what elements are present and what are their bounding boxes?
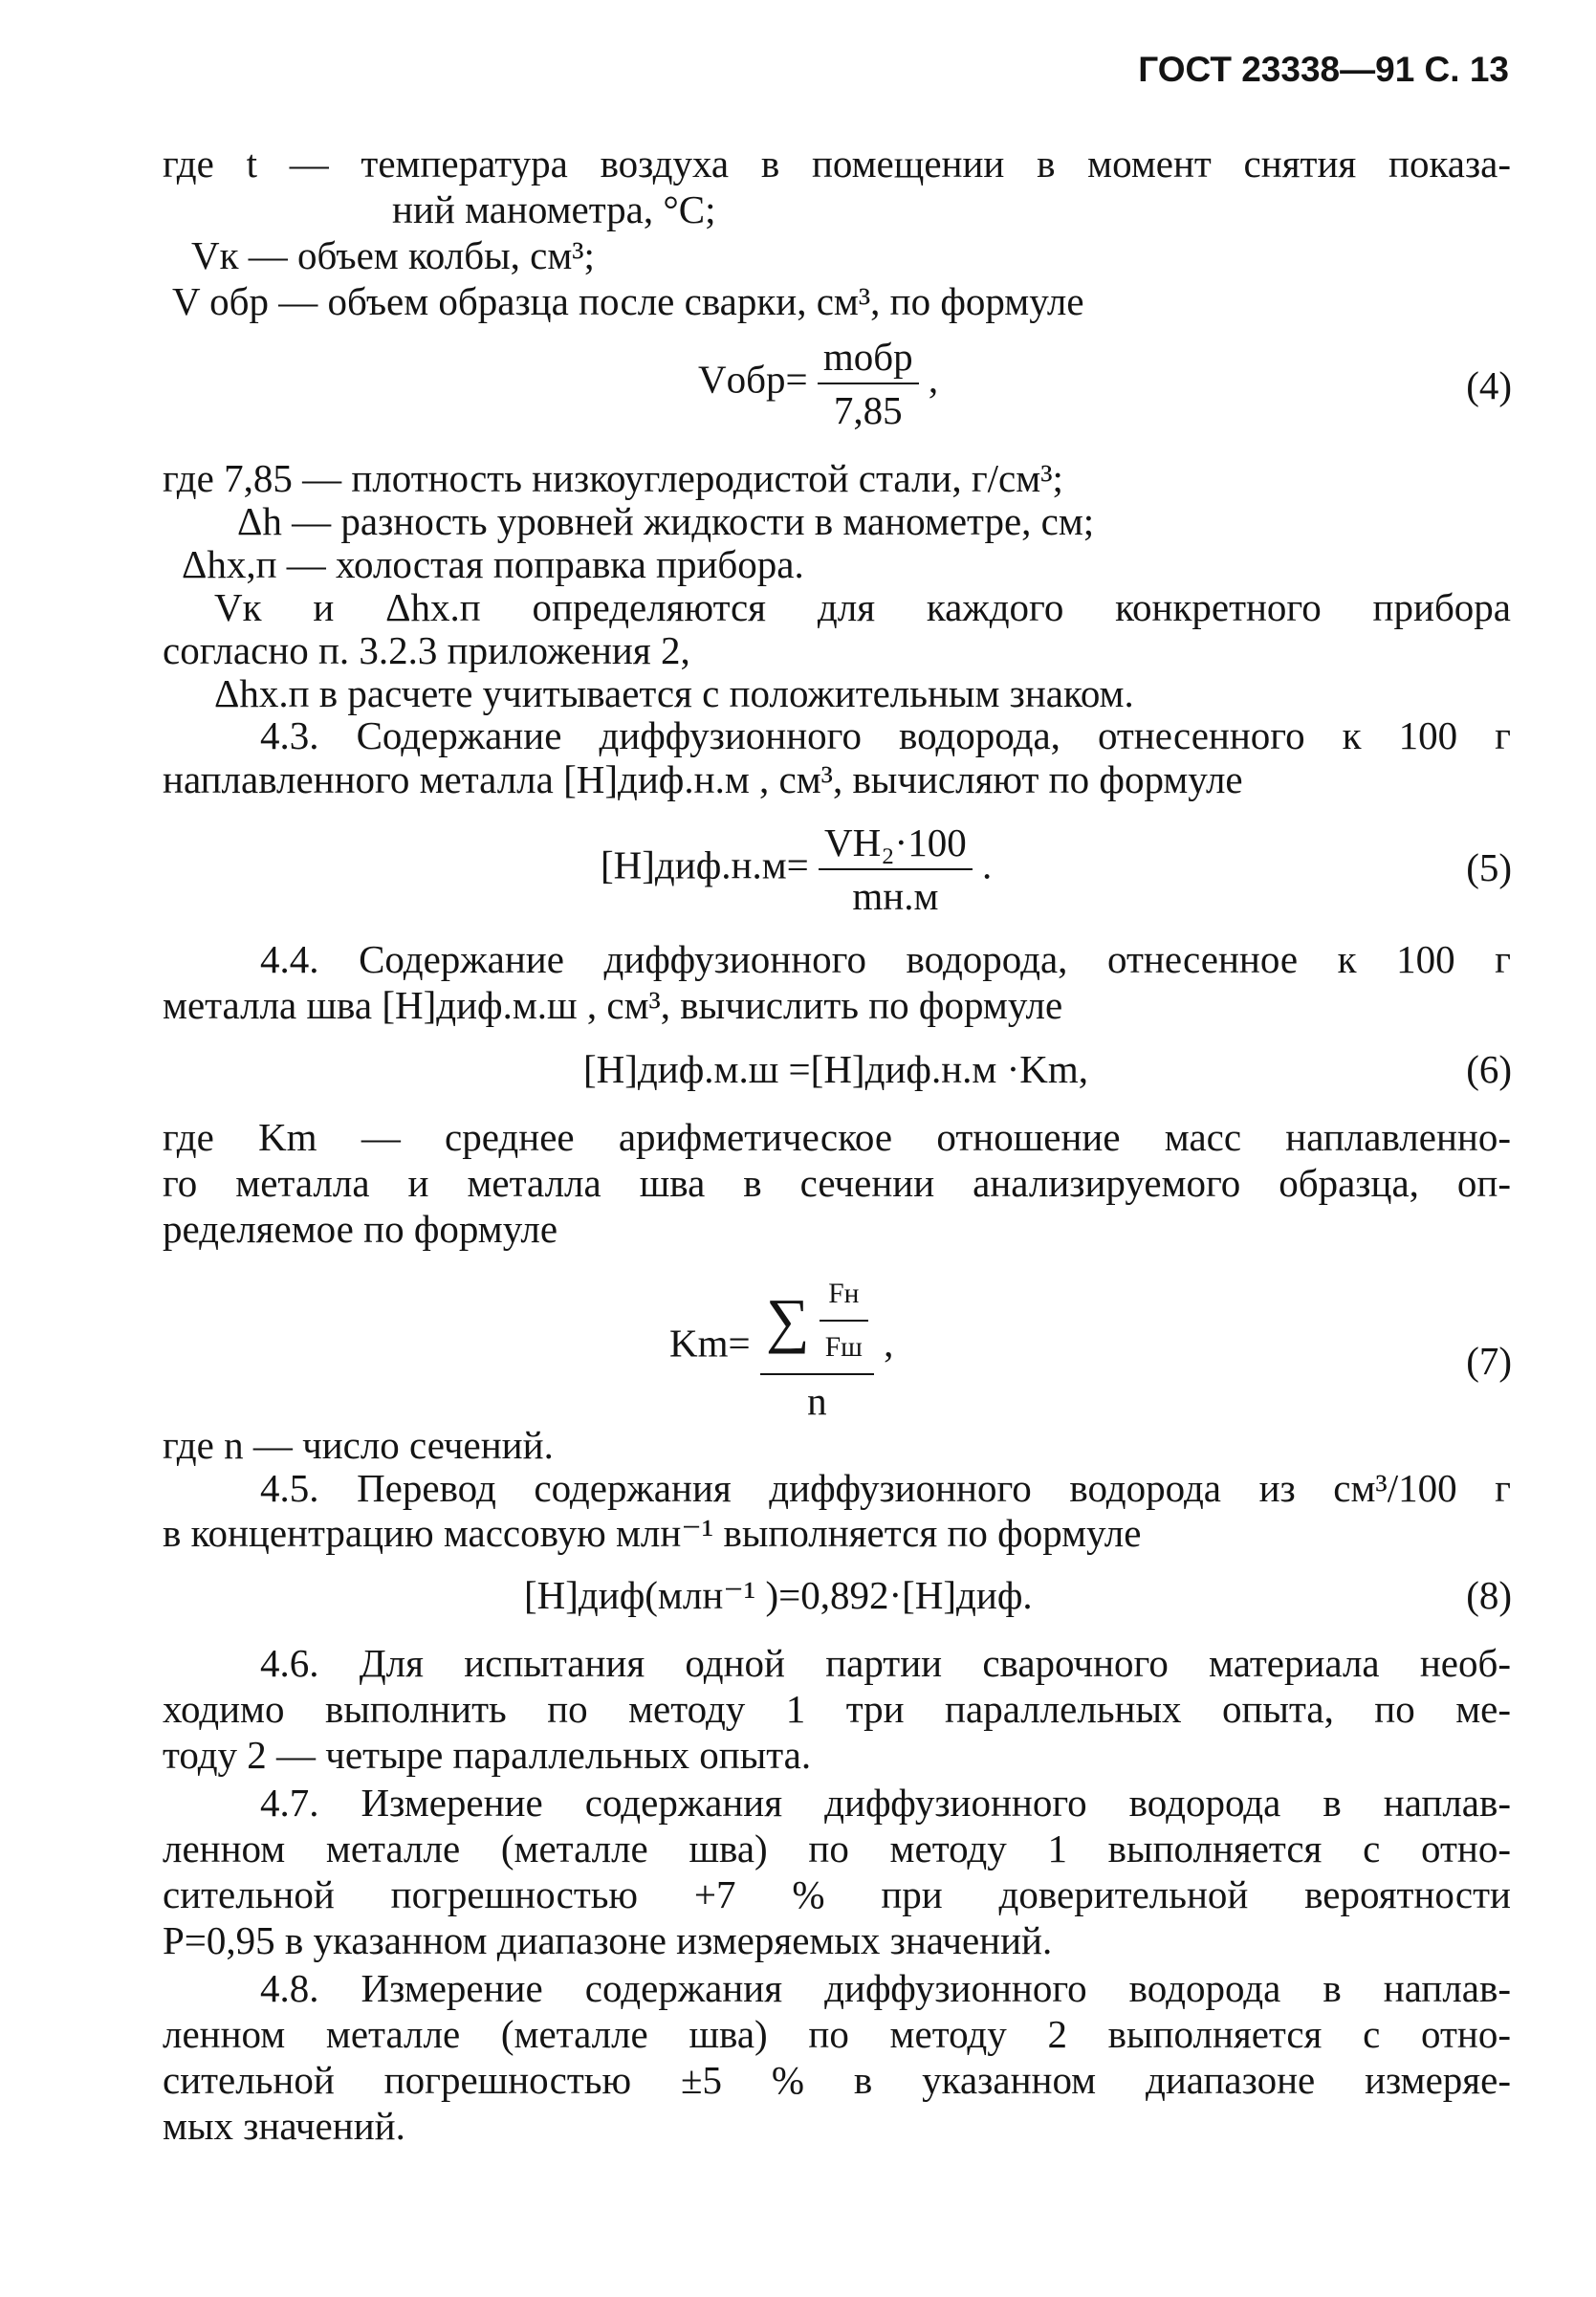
p48-line-2: ленном металле (металле шва) по методу 2 выполняется с отно- xyxy=(163,2012,1511,2056)
eq5-numerator: VH₂·100 xyxy=(824,820,967,864)
p46-line-1: 4.6. Для испытания одной партии сварочного материала необ- xyxy=(260,1641,1511,1685)
where6-line-3: ределяемое по формуле xyxy=(163,1207,558,1251)
p45-line-2: в концентрацию массовую млн⁻¹ выполняется по формуле xyxy=(163,1511,1142,1555)
p43-line-2: наплавленного металла [Н]диф.н.м , см³, вычисляют по формуле xyxy=(163,757,1243,801)
eq5-lhs: [Н]диф.н.м= xyxy=(601,842,809,887)
eq5-tail: . xyxy=(981,842,993,887)
eq4-denominator: 7,85 xyxy=(818,383,919,432)
eq4-tail: , xyxy=(928,357,939,402)
p43-line-1: 4.3. Содержание диффузионного водорода, отнесенного к 100 г xyxy=(260,713,1511,757)
eq4-fraction xyxy=(818,335,919,432)
eq7-numerator xyxy=(760,1272,874,1373)
p45-line-1: 4.5. Перевод содержания диффузионного водорода из см³/100 г xyxy=(260,1466,1511,1510)
equation-8: [Н]диф(млн⁻¹ )=0,892·[Н]диф. xyxy=(524,1573,1033,1617)
p44-line-1: 4.4. Содержание диффузионного водорода, отнесенное к 100 г xyxy=(260,937,1511,981)
where4-line-4: Vк и Δhх.п определяются для каждого конкретного прибора xyxy=(214,585,1511,629)
p47-line-3: сительной погрешностью +7 % при доверительной вероятности xyxy=(163,1872,1511,1916)
eq7-inner-fraction xyxy=(820,1272,868,1369)
where6-line-1: где Km — среднее арифметическое отношение масс наплавленно- xyxy=(163,1115,1511,1159)
intro-line-1: где t — температура воздуха в помещении в момент снятия показа- xyxy=(163,142,1511,186)
eq8-number: (8) xyxy=(1466,1573,1512,1617)
equation-6: [Н]диф.м.ш =[Н]диф.н.м ·Km, xyxy=(583,1047,1088,1091)
eq4-lhs: Vобр= xyxy=(698,357,808,402)
p44-line-2: металла шва [Н]диф.м.ш , см³, вычислить по формуле xyxy=(163,983,1063,1027)
eq7-lhs: Km= xyxy=(669,1321,751,1366)
where4-line-6: Δhх.п в расчете учитывается с положительным знаком. xyxy=(214,671,1134,715)
page-header: ГОСТ 23338—91 С. 13 xyxy=(1138,50,1509,89)
p46-line-3: тоду 2 — четыре параллельных опыта. xyxy=(163,1733,812,1777)
equation-5 xyxy=(601,820,992,918)
eq7-denominator: n xyxy=(760,1373,874,1423)
intro-line-4: V обр — объем образца после сварки, см³, по формуле xyxy=(172,279,1084,323)
p48-line-3: сительной погрешностью ±5 % в указанном диапазоне измеряе- xyxy=(163,2058,1511,2102)
equation-7 xyxy=(669,1272,893,1423)
eq5-number: (5) xyxy=(1466,845,1512,889)
sum-symbol: ∑ xyxy=(765,1286,810,1354)
where7-line: где n — число сечений. xyxy=(163,1423,554,1467)
p47-line-2: ленном металле (металле шва) по методу 1 выполняется с отно- xyxy=(163,1827,1511,1870)
intro-line-3: Vк — объем колбы, см³; xyxy=(191,233,595,277)
p47-line-1: 4.7. Измерение содержания диффузионного водорода в наплав- xyxy=(260,1781,1511,1825)
eq7-inner-denominator: Fш xyxy=(820,1320,868,1369)
eq4-number: (4) xyxy=(1466,363,1512,407)
p47-line-4: P=0,95 в указанном диапазоне измеряемых значений. xyxy=(163,1918,1053,1962)
eq4-numerator: mобр xyxy=(822,335,913,379)
where6-line-2: го металла и металла шва в сечении анализируемого образца, оп- xyxy=(163,1161,1511,1205)
p48-line-4: мых значений. xyxy=(163,2104,405,2148)
where4-line-2: Δh — разность уровней жидкости в манометре, см; xyxy=(237,499,1095,543)
eq5-fraction xyxy=(819,820,973,918)
p48-line-1: 4.8. Измерение содержания диффузионного водорода в наплав- xyxy=(260,1966,1511,2010)
equation-4 xyxy=(698,335,938,432)
eq7-tail: , xyxy=(884,1321,894,1366)
intro-line-2: ний манометра, °С; xyxy=(392,187,716,231)
where4-line-5: согласно п. 3.2.3 приложения 2, xyxy=(163,628,690,672)
where4-line-1: где 7,85 — плотность низкоуглеродистой стали, г/см³; xyxy=(163,456,1063,500)
p46-line-2: ходимо выполнить по методу 1 три параллельных опыта, по ме- xyxy=(163,1687,1511,1731)
eq7-fraction xyxy=(760,1272,874,1423)
where4-line-3: Δhх,п — холостая поправка прибора. xyxy=(182,542,804,586)
eq7-number: (7) xyxy=(1466,1339,1512,1383)
eq5-denominator: mн.м xyxy=(819,868,973,918)
eq6-number: (6) xyxy=(1466,1047,1512,1091)
eq7-inner-numerator: Fн xyxy=(828,1279,860,1309)
